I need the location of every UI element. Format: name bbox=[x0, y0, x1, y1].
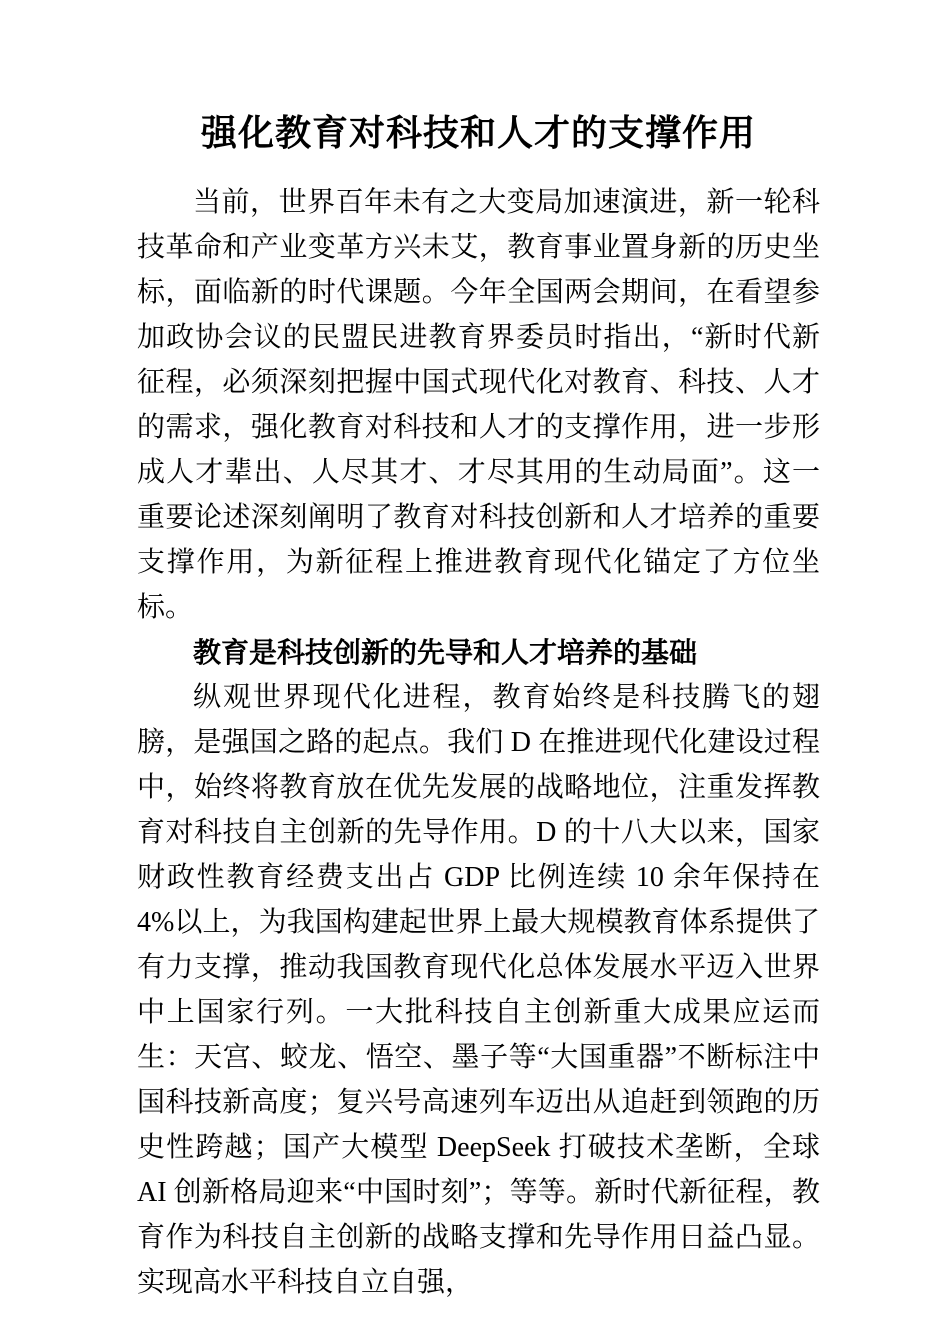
section-heading: 教育是科技创新的先导和人才培养的基础 bbox=[193, 637, 698, 668]
document-title: 强化教育对科技和人才的支撑作用 bbox=[200, 113, 756, 153]
paragraph-intro: 当前，世界百年未有之大变局加速演进，新一轮科技革命和产业变革方兴未艾，教育事业置身新的历史坐标，面临新的时代课题。今年全国两会期间，在看望参加政协会议的民盟民进教育界委员时指出，“新时代新征程，必须深刻把握中国式现代化对教育、科技、人才的需求，强化教育对科技和人才的支撑作用，进一步形成人才辈出、人尽其才、才尽其用的生动局面”。这一重要论述深刻阐明了教育对科技创新和人才培养的重要支撑作用，为新征程上推进教育现代化锚定了方位坐标。 bbox=[137, 187, 820, 623]
paragraph-section-body: 纵观世界现代化进程，教育始终是科技腾飞的翅膀，是强国之路的起点。我们 D 在推进现代化建设过程中，始终将教育放在优先发展的战略地位，注重发挥教育对科技自主创新的先导作用。D 的十八大以来，国家财政性教育经费支出占 GDP 比例连续 10 余年保持在 4%以上，为我国构建起世界上最大规模教育体系提供了有力支撑，推动我国教育现代化总体发展水平迈入世界中上国家行列。一大批科技自主创新重大成果应运而生：天宫、蛟龙、悟空、墨子等“大国重器”不断标注中国科技新高度；复兴号高速列车迈出从追赶到领跑的历史性跨越；国产大模型 DeepSeek 打破技术垄断，全球 AI 创新格局迎来“中国时刻”；等等。新时代新征程，教育作为科技自主创新的战略支撑和先导作用日益凸显。实现高水平科技自立自强， bbox=[137, 682, 820, 1298]
